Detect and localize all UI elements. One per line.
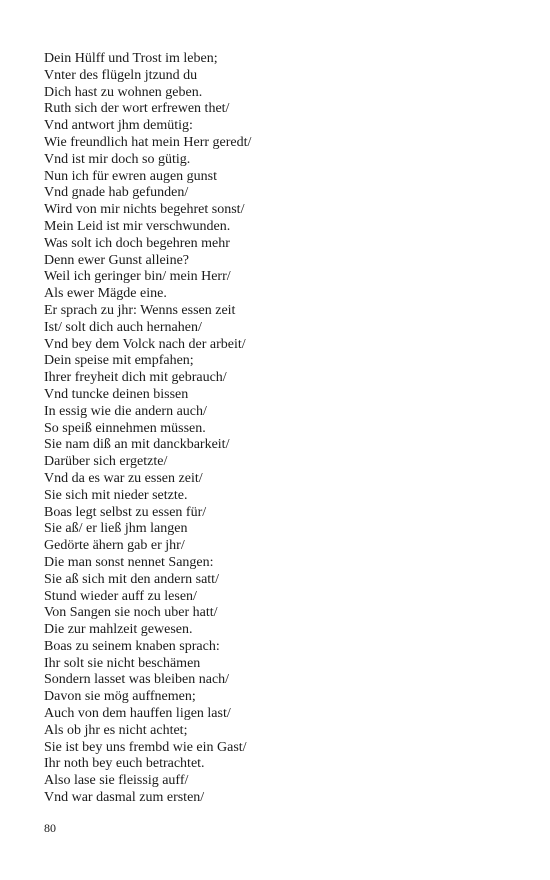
poem-line: Von Sangen sie noch uber hatt/ [44,605,218,621]
poem-line: Sie aß/ er ließ jhm langen [44,521,188,537]
poem-line: Boas legt selbst zu essen für/ [44,504,207,520]
poem-line: Davon sie mög auffnemen; [44,689,196,705]
poem-line: Er sprach zu jhr: Wenns essen zeit [44,302,236,318]
poem-line: Ihr solt sie nicht beschämen [44,655,201,671]
poem-line: Was solt ich doch begehren mehr [44,235,230,251]
poem-line: Sondern lasset was bleiben nach/ [44,672,230,688]
page-number: 80 [44,821,56,835]
poem-line: Wie freundlich hat mein Herr geredt/ [44,134,252,150]
poem-line: Denn ewer Gunst alleine? [44,252,189,268]
poem-line: Sie ist bey uns frembd wie ein Gast/ [44,739,247,755]
poem-line: Boas zu seinem knaben sprach: [44,638,220,654]
poem-line: Sie aß sich mit den andern satt/ [44,571,219,587]
poem-line: Ihrer freyheit dich mit gebrauch/ [44,370,227,386]
poem-line: Ist/ solt dich auch hernahen/ [44,319,202,335]
poem-line: Dich hast zu wohnen geben. [44,84,203,100]
poem-line: Vnd gnade hab gefunden/ [44,185,189,201]
poem-line: Wird von mir nichts begehret sonst/ [44,202,245,218]
poem-line: Die man sonst nennet Sangen: [44,554,214,570]
poem-line: Vnter des flügeln jtzund du [44,67,198,83]
poem-line: Auch von dem hauffen ligen last/ [44,706,231,722]
poem-line: Gedörte ähern gab er jhr/ [44,538,185,554]
poem-line: Dein Hülff und Trost im leben; [44,51,218,66]
poem-line: In essig wie die andern auch/ [44,403,207,419]
poem-line: Also lase sie fleissig auff/ [44,773,189,789]
poem-line: Nun ich für ewren augen gunst [44,168,218,184]
poem-line: Darüber sich ergetzte/ [44,454,168,470]
poem-line: Vnd tuncke deinen bissen [44,386,189,402]
poem-line: Ihr noth bey euch betrachtet. [44,756,205,772]
poem-line: Vnd antwort jhm demütig: [44,118,193,134]
poem-line: Dein speise mit empfahen; [44,353,194,369]
poem-line: Die zur mahlzeit gewesen. [44,622,193,638]
poem-line: So speiß einnehmen müssen. [44,420,206,436]
poem-line: Vnd war dasmal zum ersten/ [44,790,205,806]
poem-line: Stund wieder auff zu lesen/ [44,588,197,604]
poem-line: Vnd bey dem Volck nach der arbeit/ [44,336,246,352]
poem-line: Ruth sich der wort erfrewen thet/ [44,101,230,117]
poem-line: Als ob jhr es nicht achtet; [44,722,188,738]
poem-line: Sie sich mit nieder setzte. [44,487,188,503]
poem-line: Mein Leid ist mir verschwunden. [44,218,231,234]
poem-line: Weil ich geringer bin/ mein Herr/ [44,269,231,285]
poem-line: Vnd ist mir doch so gütig. [44,151,191,167]
poem-text [44,51,251,807]
poem-line: Vnd da es war zu essen zeit/ [44,470,203,486]
poem-line: Als ewer Mägde eine. [44,286,167,302]
poem-line: Sie nam diß an mit danckbarkeit/ [44,437,230,453]
